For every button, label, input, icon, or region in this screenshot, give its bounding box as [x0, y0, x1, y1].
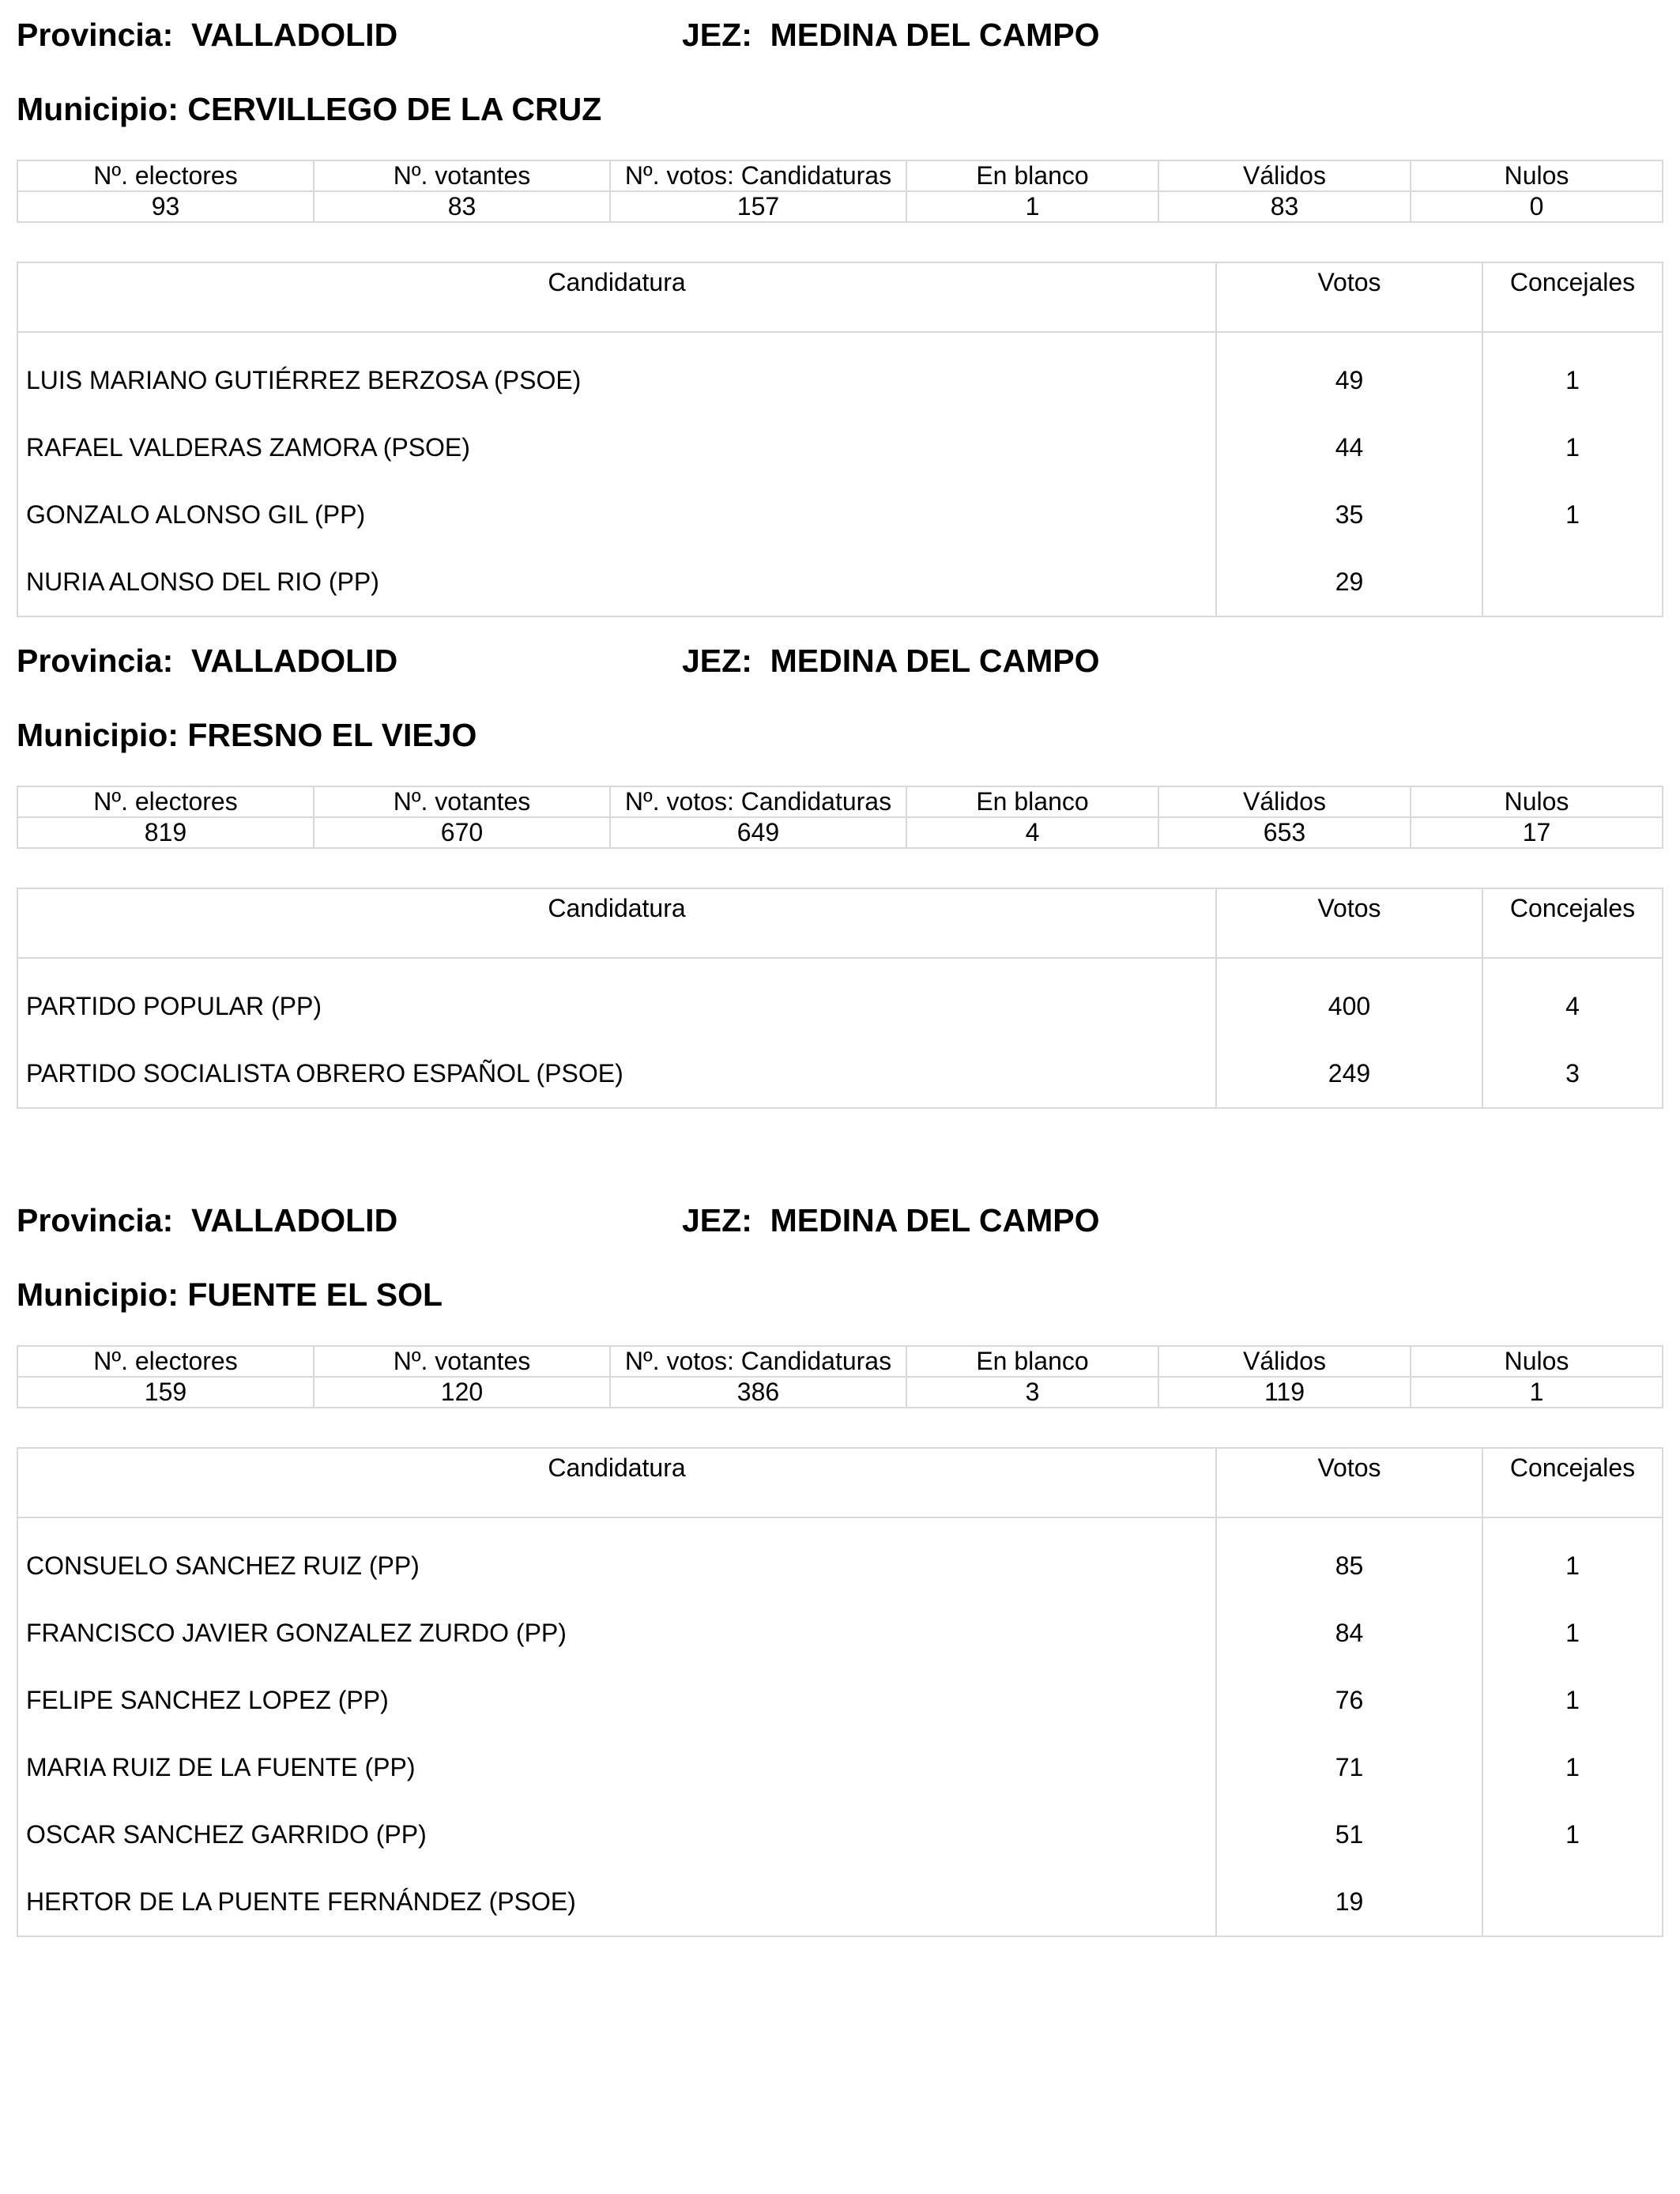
candidate-concejales: 1 [1482, 1734, 1663, 1801]
candidate-votos: 44 [1216, 414, 1482, 481]
header-votos: Votos [1216, 1448, 1482, 1517]
candidate-votos: 49 [1216, 332, 1482, 414]
candidate-name: RAFAEL VALDERAS ZAMORA (PSOE) [17, 414, 1216, 481]
header-en-blanco: En blanco [906, 1346, 1158, 1377]
summary-header-row [17, 160, 1663, 191]
header-nulos: Nulos [1411, 160, 1663, 191]
header-votos-candidaturas: Nº. votos: Candidaturas [610, 160, 906, 191]
header-votos-candidaturas: Nº. votos: Candidaturas [610, 786, 906, 817]
value-en-blanco: 1 [906, 191, 1158, 222]
candidate-concejales: 1 [1482, 1801, 1663, 1868]
table-row [17, 958, 1663, 1040]
candidate-votos: 51 [1216, 1801, 1482, 1868]
value-votos-candidaturas: 386 [610, 1377, 906, 1408]
candidate-name: FELIPE SANCHEZ LOPEZ (PP) [17, 1667, 1216, 1734]
header-votantes: Nº. votantes [314, 786, 610, 817]
candidate-concejales [1482, 1868, 1663, 1936]
candidate-name: MARIA RUIZ DE LA FUENTE (PP) [17, 1734, 1216, 1801]
candidate-name: HERTOR DE LA PUENTE FERNÁNDEZ (PSOE) [17, 1868, 1216, 1936]
candidate-concejales: 4 [1482, 958, 1663, 1040]
section-3-header [17, 1197, 1660, 1244]
candidate-name: GONZALO ALONSO GIL (PP) [17, 481, 1216, 548]
candidate-name: OSCAR SANCHEZ GARRIDO (PP) [17, 1801, 1216, 1868]
header-votos: Votos [1216, 262, 1482, 332]
header-nulos: Nulos [1411, 1346, 1663, 1377]
candidate-votos: 85 [1216, 1517, 1482, 1600]
table-row [17, 1040, 1663, 1108]
candidate-concejales [1482, 548, 1663, 616]
candidate-concejales: 1 [1482, 332, 1663, 414]
table-row [17, 1600, 1663, 1667]
header-validos: Válidos [1158, 160, 1411, 191]
jez-label: JEZ: MEDINA DEL CAMPO [682, 1202, 1100, 1238]
summary-value-row [17, 191, 1663, 222]
candidate-concejales: 1 [1482, 1600, 1663, 1667]
value-electores: 159 [17, 1377, 314, 1408]
candidate-name: PARTIDO SOCIALISTA OBRERO ESPAÑOL (PSOE) [17, 1040, 1216, 1108]
header-candidatura: Candidatura [17, 1448, 1216, 1517]
value-votos-candidaturas: 157 [610, 191, 906, 222]
value-en-blanco: 3 [906, 1377, 1158, 1408]
header-en-blanco: En blanco [906, 160, 1158, 191]
header-concejales: Concejales [1482, 1448, 1663, 1517]
table-row [17, 1801, 1663, 1868]
candidate-votos: 76 [1216, 1667, 1482, 1734]
value-votantes: 120 [314, 1377, 610, 1408]
summary-header-row [17, 786, 1663, 817]
header-votantes: Nº. votantes [314, 1346, 610, 1377]
table-row [17, 414, 1663, 481]
candidate-votos: 84 [1216, 1600, 1482, 1667]
candidates-header-row [17, 262, 1663, 332]
header-nulos: Nulos [1411, 786, 1663, 817]
table-row [17, 1667, 1663, 1734]
summary-header-row [17, 1346, 1663, 1377]
table-row [17, 548, 1663, 616]
header-votos-candidaturas: Nº. votos: Candidaturas [610, 1346, 906, 1377]
value-nulos: 1 [1411, 1377, 1663, 1408]
header-electores: Nº. electores [17, 1346, 314, 1377]
value-nulos: 0 [1411, 191, 1663, 222]
header-electores: Nº. electores [17, 786, 314, 817]
summary-table [17, 1345, 1663, 1408]
header-candidatura: Candidatura [17, 888, 1216, 958]
candidate-votos: 29 [1216, 548, 1482, 616]
candidates-table [17, 1447, 1663, 1937]
section-1-header [17, 11, 1660, 58]
candidate-name: CONSUELO SANCHEZ RUIZ (PP) [17, 1517, 1216, 1600]
candidate-concejales: 3 [1482, 1040, 1663, 1108]
table-row [17, 1517, 1663, 1600]
header-candidatura: Candidatura [17, 262, 1216, 332]
candidate-name: PARTIDO POPULAR (PP) [17, 958, 1216, 1040]
provincia-label: Provincia: VALLADOLID [17, 1202, 398, 1238]
candidates-header-row [17, 1448, 1663, 1517]
candidate-votos: 71 [1216, 1734, 1482, 1801]
candidate-name: NURIA ALONSO DEL RIO (PP) [17, 548, 1216, 616]
candidate-concejales: 1 [1482, 414, 1663, 481]
municipio-title: Municipio: CERVILLEGO DE LA CRUZ [17, 91, 602, 127]
summary-value-row [17, 1377, 1663, 1408]
value-nulos: 17 [1411, 817, 1663, 848]
header-en-blanco: En blanco [906, 786, 1158, 817]
jez-label: JEZ: MEDINA DEL CAMPO [682, 643, 1100, 679]
value-en-blanco: 4 [906, 817, 1158, 848]
candidate-votos: 35 [1216, 481, 1482, 548]
table-row [17, 481, 1663, 548]
header-concejales: Concejales [1482, 888, 1663, 958]
value-validos: 653 [1158, 817, 1411, 848]
candidate-name: FRANCISCO JAVIER GONZALEZ ZURDO (PP) [17, 1600, 1216, 1667]
value-validos: 83 [1158, 191, 1411, 222]
candidate-name: LUIS MARIANO GUTIÉRREZ BERZOSA (PSOE) [17, 332, 1216, 414]
table-row [17, 332, 1663, 414]
section-2-header [17, 637, 1660, 684]
candidates-header-row [17, 888, 1663, 958]
provincia-label: Provincia: VALLADOLID [17, 643, 398, 679]
value-votantes: 83 [314, 191, 610, 222]
header-electores: Nº. electores [17, 160, 314, 191]
candidate-votos: 249 [1216, 1040, 1482, 1108]
header-validos: Válidos [1158, 1346, 1411, 1377]
value-votos-candidaturas: 649 [610, 817, 906, 848]
table-row [17, 1868, 1663, 1936]
candidate-concejales: 1 [1482, 1667, 1663, 1734]
summary-table [17, 160, 1663, 223]
summary-table [17, 786, 1663, 849]
value-validos: 119 [1158, 1377, 1411, 1408]
header-votos: Votos [1216, 888, 1482, 958]
header-votantes: Nº. votantes [314, 160, 610, 191]
candidate-concejales: 1 [1482, 1517, 1663, 1600]
municipio-title: Municipio: FRESNO EL VIEJO [17, 717, 477, 753]
jez-label: JEZ: MEDINA DEL CAMPO [682, 17, 1100, 53]
table-row [17, 1734, 1663, 1801]
municipio-title: Municipio: FUENTE EL SOL [17, 1276, 443, 1313]
header-validos: Válidos [1158, 786, 1411, 817]
candidate-votos: 400 [1216, 958, 1482, 1040]
value-votantes: 670 [314, 817, 610, 848]
value-electores: 93 [17, 191, 314, 222]
provincia-label: Provincia: VALLADOLID [17, 17, 398, 53]
summary-value-row [17, 817, 1663, 848]
candidates-table [17, 888, 1663, 1109]
value-electores: 819 [17, 817, 314, 848]
candidates-table [17, 262, 1663, 617]
candidate-votos: 19 [1216, 1868, 1482, 1936]
candidate-concejales: 1 [1482, 481, 1663, 548]
header-concejales: Concejales [1482, 262, 1663, 332]
